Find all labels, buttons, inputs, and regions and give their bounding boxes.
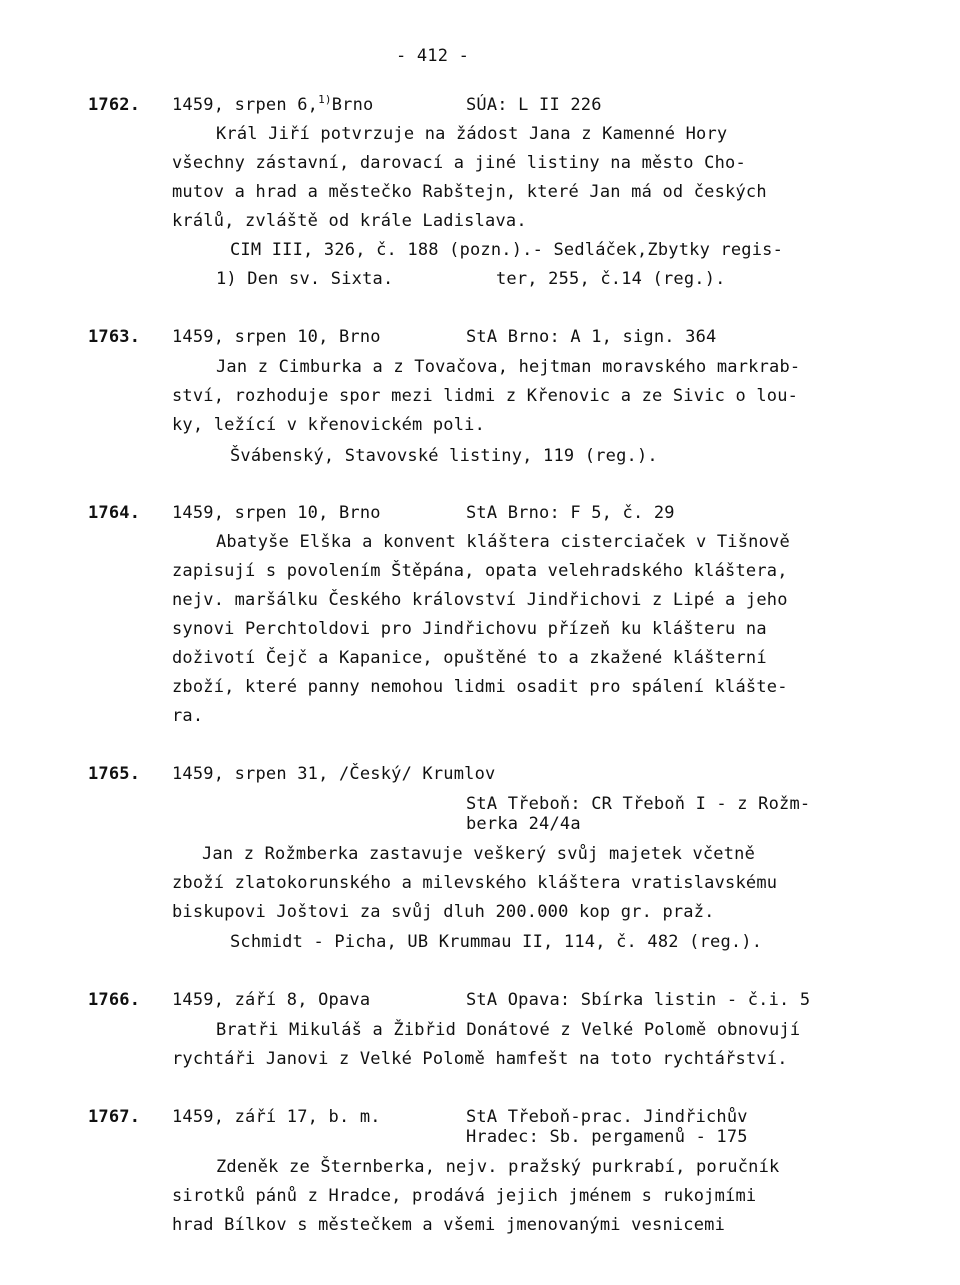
entry-text-line: nejv. maršálku Českého království Jindřichovi z Lipé a jeho [172,590,788,610]
entry-number: 1766. [88,990,141,1010]
entry-text-line: Král Jiří potvrzuje na žádost Jana z Kamenné Hory [216,124,728,144]
entry-archive: SÚA: L II 226 [466,95,602,115]
footnote-mark: 1) [318,93,332,106]
entry-date: 1459, září 8, Opava [172,990,371,1010]
page-number: - 412 - [396,46,470,66]
entry-text-line: biskupovi Joštovi za svůj dluh 200.000 kop gr. praž. [172,902,715,922]
footnote: 1) Den sv. Sixta. [216,269,394,289]
entry-archive: StA Brno: F 5, č. 29 [466,503,675,523]
entry-date: 1459, srpen 10, Brno [172,327,381,347]
entry-text-line: Zdeněk ze Šternberka, nejv. pražský purkrabí, poručník [216,1157,780,1177]
entry-text-line: ky, ležící v křenovickém poli. [172,415,486,435]
entry-text-line: králů, zvláště od krále Ladislava. [172,211,527,231]
entry-text-line: Jan z Cimburka a z Tovačova, hejtman moravského markrab- [216,357,801,377]
entry-archive: StA Opava: Sbírka listin - č.i. 5 [466,990,811,1010]
entry-date: 1459, srpen 31, /Český/ Krumlov [172,764,496,784]
entry-number: 1764. [88,503,141,523]
entry-text-line: Abatyše Elška a konvent kláštera cisterciaček v Tišnově [216,532,790,552]
entry-text-line: hrad Bílkov s městečkem a všemi jmenovanými vesnicemi [172,1215,726,1235]
entry-reference: CIM III, 326, č. 188 (pozn.).- Sedláček,Zbytky regis- [230,240,784,260]
entry-text-line: Bratři Mikuláš a Žibřid Donátové z Velké Polomě obnovují [216,1020,801,1040]
entry-reference: ter, 255, č.14 (reg.). [496,269,726,289]
entry-text-line: rychtáři Janovi z Velké Polomě hamfešt na toto rychtářství. [172,1049,788,1069]
entry-text-line: zboží zlatokorunského a milevského kláštera vratislavskému [172,873,778,893]
entry-text-line: Jan z Rožmberka zastavuje veškerý svůj majetek včetně [202,844,756,864]
entry-number: 1763. [88,327,141,347]
entry-text-line: synovi Perchtoldovi pro Jindřichovu přízeň ku klášteru na [172,619,767,639]
entry-text-line: ství, rozhoduje spor mezi lidmi z Křenovic a ze Sivic o lou- [172,386,799,406]
entry-number: 1762. [88,95,141,115]
entry-archive: StA Třeboň-prac. Jindřichův [466,1107,748,1127]
entry-text-line: sirotků pánů z Hradce, prodává jejich jménem s rukojmími [172,1186,757,1206]
entry-text-line: ra. [172,706,204,726]
entry-archive: StA Třeboň: CR Třeboň I - z Rožm- [466,794,811,814]
entry-archive: berka 24/4a [466,814,581,834]
entry-text-line: zapisují s povolením Štěpána, opata velehradského kláštera, [172,561,788,581]
entry-date: 1459, září 17, b. m. [172,1107,381,1127]
entry-date: 1459, srpen 10, Brno [172,503,381,523]
entry-text-line: mutov a hrad a městečko Rabštejn, které Jan má od českých [172,182,767,202]
entry-reference: Švábenský, Stavovské listiny, 119 (reg.). [230,446,658,466]
entry-archive: Hradec: Sb. pergamenů - 175 [466,1127,748,1147]
entry-text-line: všechny zástavní, darovací a jiné listiny na město Cho- [172,153,746,173]
entry-number: 1767. [88,1107,141,1127]
entry-text-line: zboží, které panny nemohou lidmi osadit pro spálení klášte- [172,677,788,697]
entry-reference: Schmidt - Picha, UB Krummau II, 114, č. 482 (reg.). [230,932,763,952]
entry-place: Brno [331,95,374,115]
entry-date: 1459, srpen 6,$^{1)}$Brno [172,93,374,115]
entry-archive: StA Brno: A 1, sign. 364 [466,327,717,347]
entry-text-line: doživotí Čejč a Kapanice, opuštěné to a zkažené klášterní [172,648,767,668]
entry-number: 1765. [88,764,141,784]
